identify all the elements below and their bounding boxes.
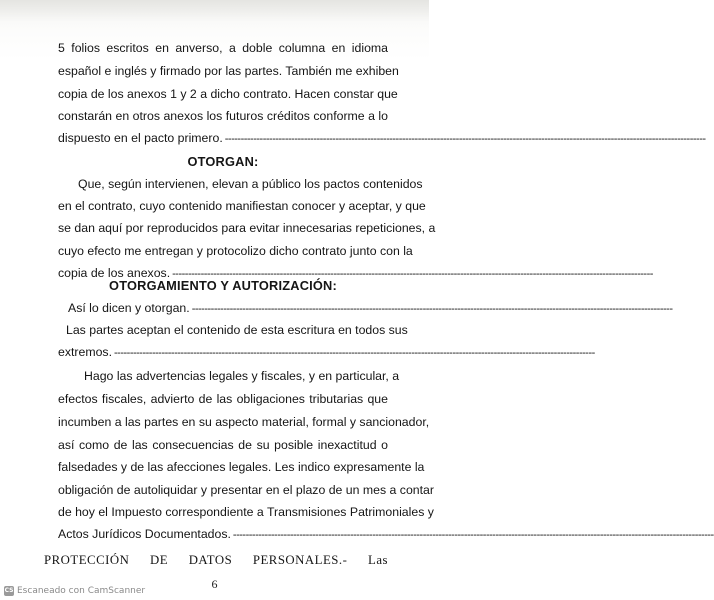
- text-line: en el contrato, cuyo contenido manifiestan conocer y aceptar, y que: [58, 199, 426, 213]
- text-line: obligación de autoliquidar y presentar en el plazo de un mes a contar: [58, 483, 434, 497]
- word: PERSONALES.-: [252, 553, 348, 567]
- text-line-dashed: dispuesto en el pacto primero. -----: [58, 128, 388, 148]
- text-line: copia de los anexos 1 y 2 a dicho contrato. Hacen constar que: [58, 87, 398, 101]
- section-start-line: [44, 550, 388, 570]
- text-line-dashed: extremos. -----: [58, 342, 388, 362]
- text-line: Que, según intervienen, elevan a público los pactos contenidos: [78, 177, 423, 191]
- text-line: español e inglés y firmado por las partes. También me exhiben: [58, 64, 399, 78]
- scanner-watermark: [4, 586, 145, 596]
- word: DE: [149, 553, 169, 567]
- text-line: Las partes aceptan el contenido de esta escritura en todos sus: [66, 323, 408, 337]
- scan-shadow: [0, 0, 429, 22]
- text-line: así como de las consecuencias de su posible inexactitud o: [58, 438, 388, 452]
- text-line: cuyo efecto me entregan y protocolizo dicho contrato junto con la: [58, 244, 413, 258]
- word: PROTECCIÓN: [44, 553, 130, 567]
- section-heading-otorgan: OTORGAN:: [187, 154, 259, 169]
- text-line-dashed: copia de los anexos. -----: [58, 263, 388, 283]
- text-line: 5 folios escritos en anverso, a doble columna en idioma: [58, 41, 388, 55]
- word: Las: [368, 553, 388, 567]
- camscanner-logo-icon: CS: [4, 587, 14, 594]
- text-line: falsedades y de las afecciones legales. Les indico expresamente la: [58, 460, 425, 474]
- text-line: se dan aquí por reproducidos para evitar innecesarias repeticiones, a: [58, 221, 436, 235]
- text-line-dashed: Así lo dicen y otorgan. -----: [68, 298, 388, 318]
- text-line-dashed: Actos Jurídicos Documentados. -----: [58, 524, 388, 544]
- text-line: Hago las advertencias legales y fiscales, y en particular, a: [84, 369, 400, 383]
- text-line: incumben a las partes en su aspecto material, formal y sancionador,: [58, 415, 430, 429]
- text-line: constarán en otros anexos los futuros créditos conforme a lo: [58, 109, 388, 123]
- text-line: efectos fiscales, advierto de las obligaciones tributarias que: [58, 392, 388, 406]
- page-number: 6: [211, 577, 218, 591]
- text-line: de hoy el Impuesto correspondiente a Transmisiones Patrimoniales y: [58, 505, 434, 519]
- section-heading-otorgamiento: OTORGAMIENTO Y AUTORIZACIÓN:: [109, 278, 337, 293]
- watermark-text: Escaneado con CamScanner: [17, 586, 146, 596]
- word: DATOS: [188, 553, 233, 567]
